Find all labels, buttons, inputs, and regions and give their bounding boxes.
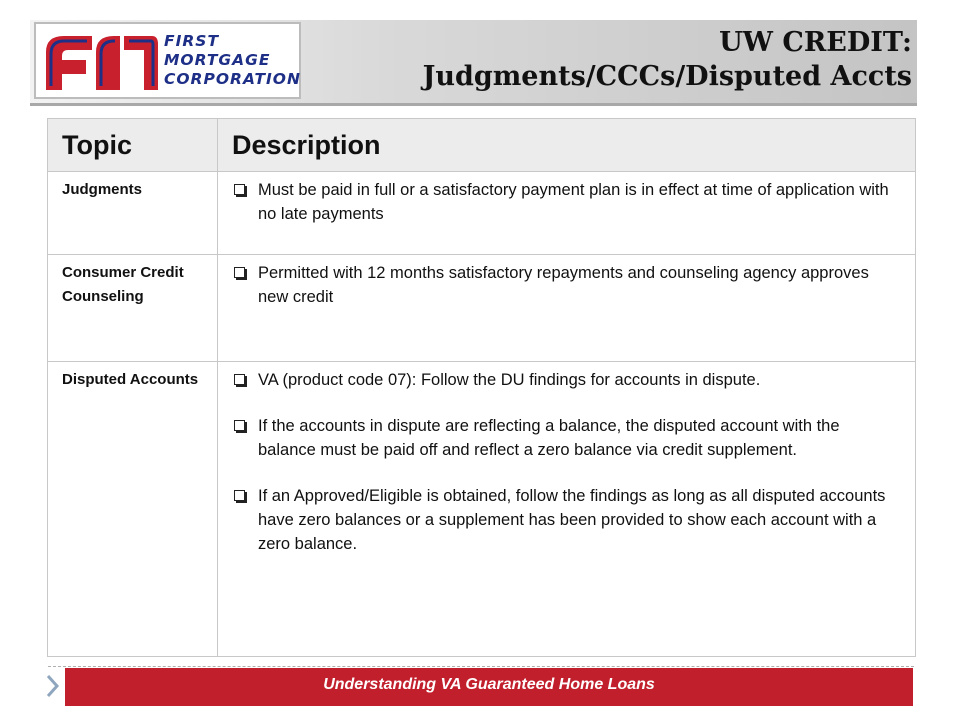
footer-divider (48, 666, 914, 667)
description-cell (218, 172, 916, 255)
bullet-item (234, 414, 901, 462)
topic-cell: Judgments (48, 172, 218, 255)
footer-bar: Understanding VA Guaranteed Home Loans (65, 668, 913, 706)
bullet-text: If an Approved/Eligible is obtained, follow the findings as long as all disputed accounts have zero balances or a supplement has been provided to show each account with a zero balance. (258, 487, 886, 553)
topic-cell: Consumer Credit Counseling (48, 255, 218, 362)
bullet-item (234, 484, 901, 556)
table-row (48, 172, 916, 255)
logo-line-3: CORPORATION (164, 70, 301, 88)
slide-title-line-2: Judgments/CCCs/Disputed Accts (422, 61, 912, 92)
bullet-item (234, 261, 901, 309)
table-row (48, 362, 916, 657)
checkbox-bullet-icon (234, 374, 245, 385)
logo-line-2: MORTGAGE (164, 51, 271, 69)
description-cell (218, 362, 916, 657)
column-header-description: Description (218, 119, 916, 172)
table-row (48, 255, 916, 362)
checkbox-bullet-icon (234, 267, 245, 278)
table-header-row (48, 119, 916, 172)
checkbox-bullet-icon (234, 420, 245, 431)
bullet-item (234, 178, 901, 226)
bullet-text: If the accounts in dispute are reflecting a balance, the disputed account with the balance must be paid off and reflect a zero balance via credit supplement. (258, 417, 840, 459)
bullet-text: Must be paid in full or a satisfactory payment plan is in effect at time of application with no late payments (258, 181, 889, 223)
logo-wordmark (164, 32, 301, 89)
guidelines-table (47, 118, 916, 657)
topic-cell: Disputed Accounts (48, 362, 218, 657)
company-logo (34, 22, 301, 99)
logo-mark-icon (40, 30, 160, 94)
chevron-right-icon (46, 674, 60, 698)
slide-title (423, 26, 912, 94)
slide-title-line-1: UW CREDIT: (719, 27, 912, 58)
column-header-topic: Topic (48, 119, 218, 172)
description-cell (218, 255, 916, 362)
checkbox-bullet-icon (234, 490, 245, 501)
logo-line-1: FIRST (164, 32, 220, 50)
bullet-text: Permitted with 12 months satisfactory repayments and counseling agency approves new credit (258, 264, 869, 306)
bullet-item (234, 368, 901, 392)
bullet-text: VA (product code 07): Follow the DU findings for accounts in dispute. (258, 371, 761, 389)
checkbox-bullet-icon (234, 184, 245, 195)
